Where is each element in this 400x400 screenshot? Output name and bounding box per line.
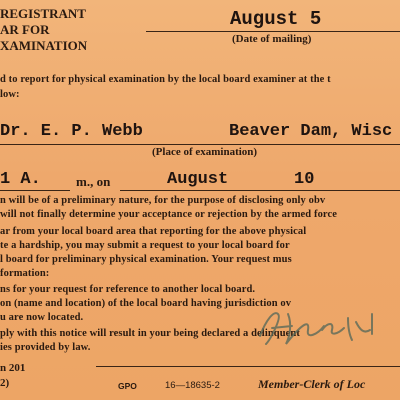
- para-line-1: n will be of a preliminary nature, for the purpose of disclosing only obv: [0, 195, 326, 206]
- exam-date: August: [167, 170, 229, 189]
- time-rule-1: [0, 190, 70, 191]
- examiner-name: Dr. E. P. Webb: [0, 122, 143, 141]
- signature-rule: [96, 366, 400, 367]
- para-line-7: ns for your request for reference to another local board.: [0, 284, 256, 295]
- para-line-8: on (name and location) of the local board having jurisdiction ov: [0, 298, 292, 309]
- para-line-5: l board for preliminary physical examination. Your request mus: [0, 254, 292, 265]
- time-suffix: m., on: [76, 174, 111, 189]
- header-line-1: REGISTRANT: [0, 6, 86, 21]
- para-line-9: u are now located.: [0, 312, 84, 323]
- intro-line-1: d to report for physical examination by the local board examiner at the t: [0, 74, 331, 85]
- intro-line-2: low:: [0, 89, 20, 100]
- time-rule-2: [120, 190, 400, 191]
- place-rule: [0, 144, 400, 145]
- form-sub: 2): [0, 377, 10, 389]
- para-line-6: formation:: [0, 268, 50, 279]
- header-line-3: XAMINATION: [0, 38, 88, 53]
- form-number: n 201: [0, 362, 26, 374]
- para-line-11: ies provided by law.: [0, 342, 91, 353]
- mailing-date-caption: (Date of mailing): [232, 33, 312, 45]
- print-code: 16—18635-2: [165, 380, 220, 391]
- para-line-2: will not finally determine your acceptance or rejection by the armed force: [0, 209, 338, 220]
- signature-image: [252, 300, 392, 350]
- para-line-10: ply with this notice will result in your being declared a delinquent: [0, 328, 300, 339]
- exam-location: Beaver Dam, Wisc: [229, 122, 393, 141]
- place-caption: (Place of examination): [152, 146, 258, 158]
- exam-time: 1 A.: [0, 170, 41, 189]
- exam-day: 10: [294, 170, 315, 189]
- para-line-3: ar from your local board area that reporting for the above physical: [0, 226, 307, 237]
- gpo-label: GPO: [118, 381, 137, 391]
- header-line-2: AR FOR: [0, 22, 50, 37]
- signer-title: Member-Clerk of Loc: [258, 377, 366, 391]
- para-line-4: te a hardship, you may submit a request to your local board for: [0, 240, 290, 251]
- mailing-date-rule: [146, 31, 400, 32]
- mailing-date: August 5: [230, 8, 322, 30]
